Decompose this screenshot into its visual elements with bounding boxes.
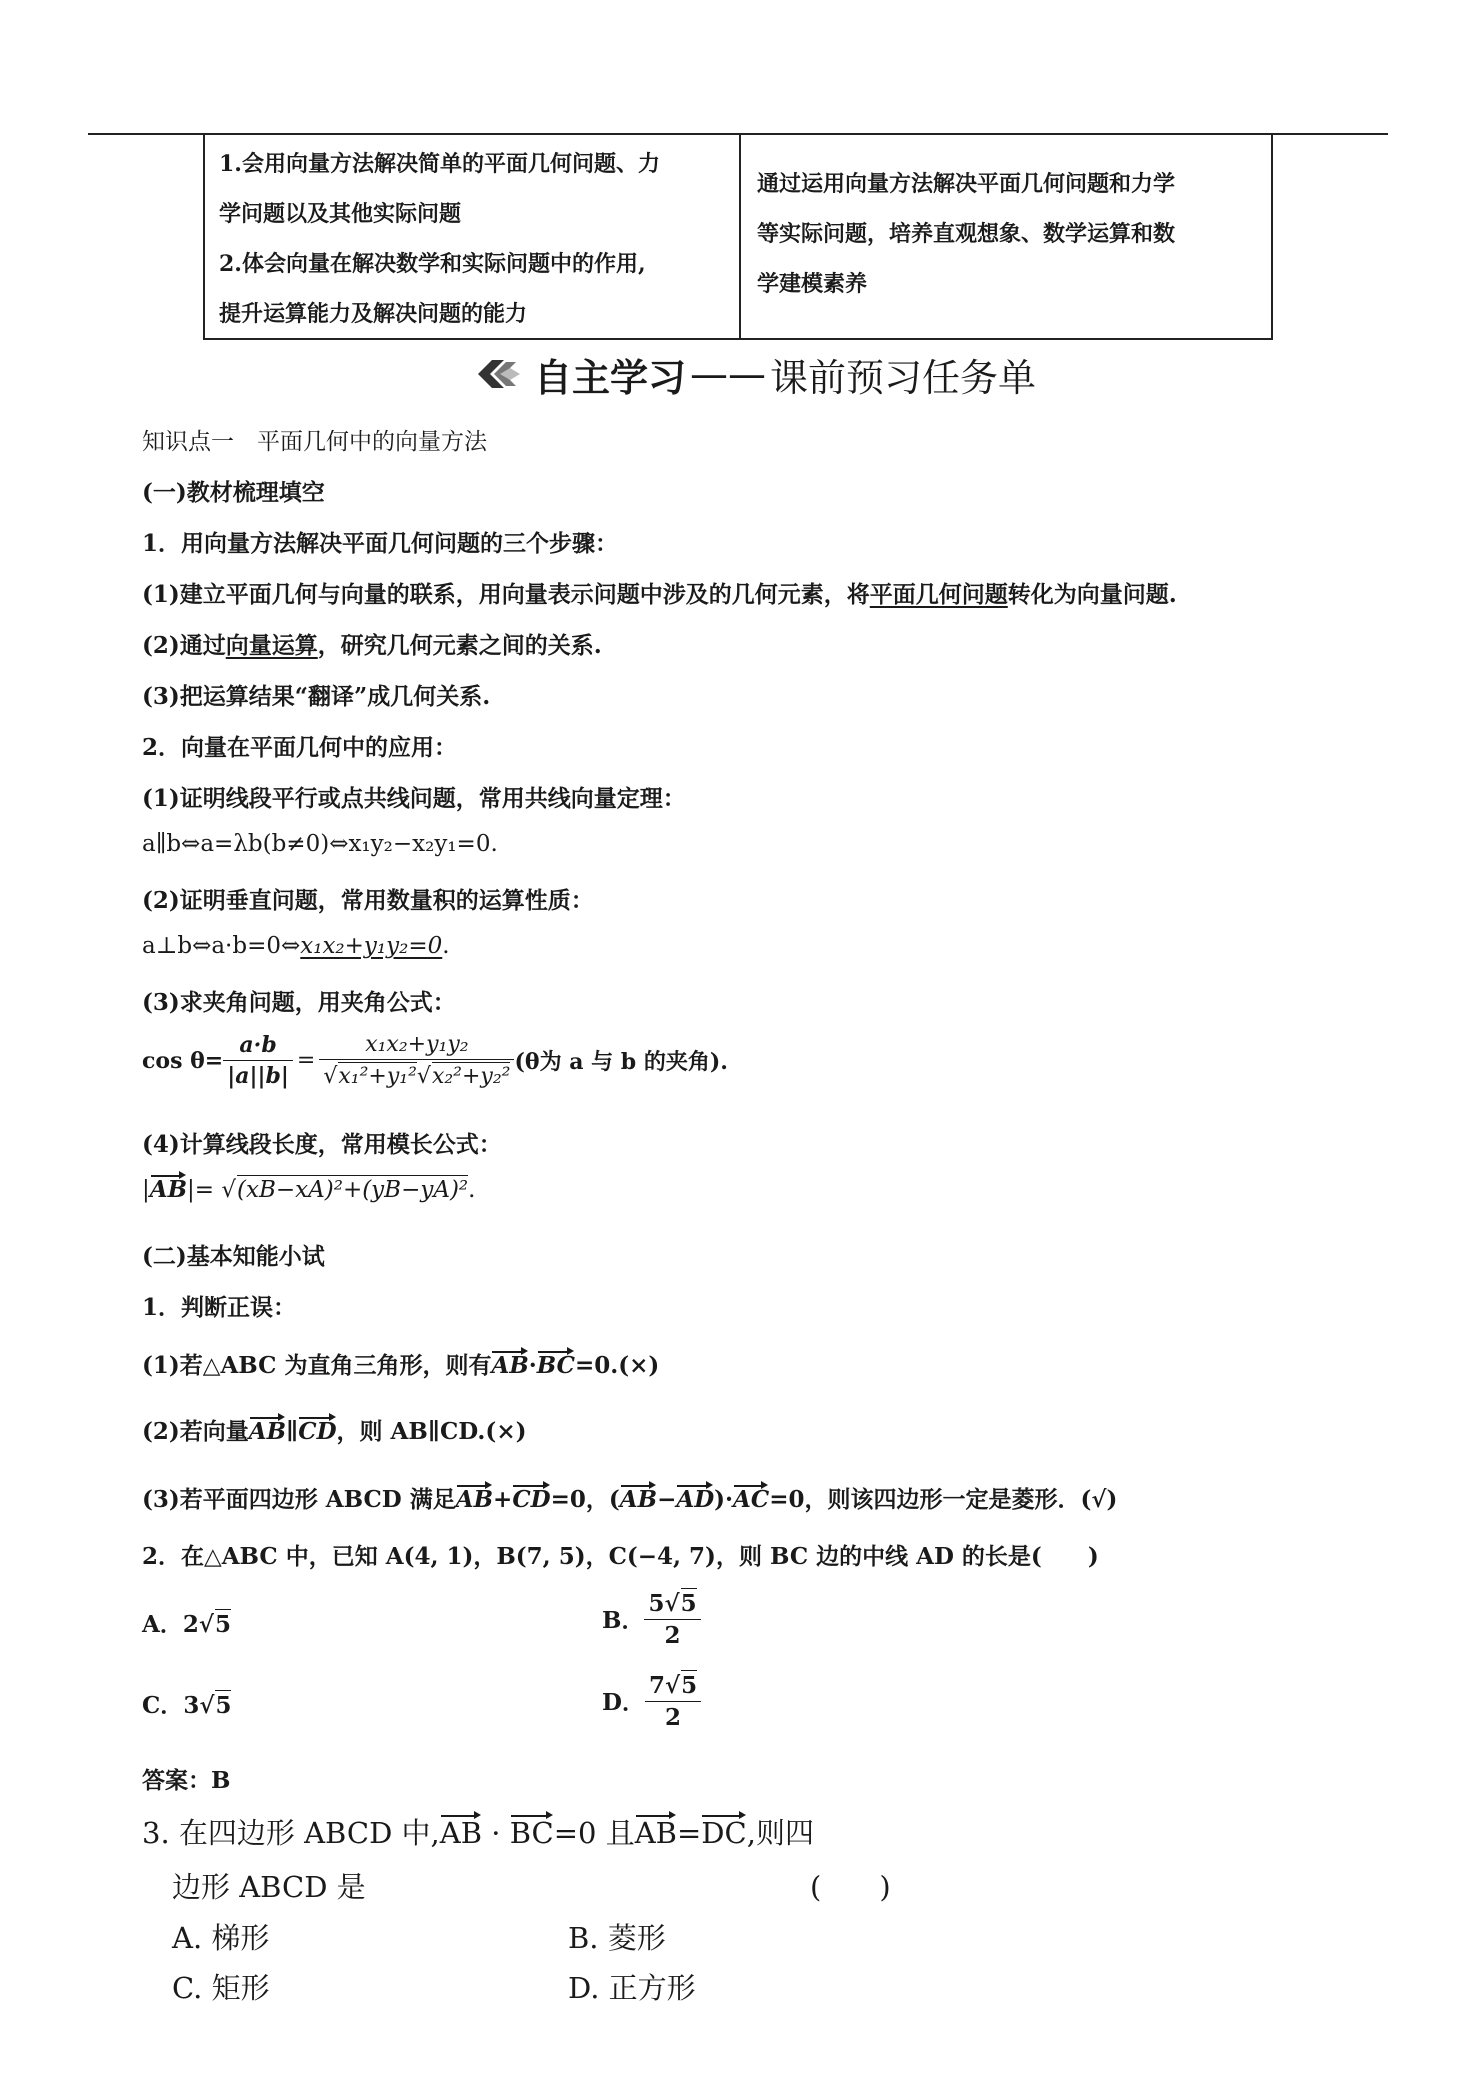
formula-modulus: |AB|= √(xB−xA)²+(yB−yA)². xyxy=(142,1170,475,1203)
fraction-numerator: a·b xyxy=(223,1032,293,1061)
subsection-title: (二)基本知能小试 xyxy=(142,1243,325,1270)
text-run: = xyxy=(676,1816,702,1850)
vector-symbol: AB xyxy=(456,1480,493,1513)
paragraph: (4)计算线段长度，常用模长公式： xyxy=(142,1131,502,1158)
objective-line: 提升运算能力及解决问题的能力 xyxy=(219,301,528,327)
option-a: A．2√5 xyxy=(142,1611,232,1638)
paragraph: (3)把运算结果“翻译”成几何关系. xyxy=(142,683,491,710)
formula-collinear: a∥b⇔a=λb(b≠0)⇔x₁y₂−x₂y₁=0. xyxy=(142,831,498,857)
radicand: (xB−xA)²+(yB−yA)² xyxy=(237,1177,469,1203)
question-title: 1．判断正误： xyxy=(142,1294,297,1321)
option-label: A． xyxy=(142,1611,183,1638)
paragraph: (2)证明垂直问题，常用数量积的运算性质： xyxy=(142,887,594,914)
equals-sign: = xyxy=(296,1048,316,1073)
text-run: ,则四 xyxy=(746,1816,814,1850)
objectives-table xyxy=(203,135,1273,340)
paragraph: 2．向量在平面几何中的应用： xyxy=(142,734,458,761)
option-b xyxy=(602,1588,701,1649)
section-title-dash: —— xyxy=(690,352,767,396)
text-run: (2)通过 xyxy=(142,632,226,659)
section-heading xyxy=(470,346,1036,402)
text-run: 7 xyxy=(648,1672,665,1699)
paragraph xyxy=(142,576,1177,609)
answer-paren: ( ) xyxy=(810,1870,891,1904)
formula-note: (θ为 a 与 b 的夹角). xyxy=(514,1049,728,1075)
vector-symbol: BC xyxy=(537,1346,575,1379)
text-run: 2 xyxy=(182,1611,199,1638)
text-run: ，则 AB∥CD.(×) xyxy=(336,1418,527,1445)
subsection-title: (一)教材梳理填空 xyxy=(142,479,325,506)
text-run: − xyxy=(657,1486,677,1513)
vector-symbol: BC xyxy=(510,1810,554,1850)
judge-item xyxy=(142,1480,1117,1514)
section-title-bold: 自主学习 xyxy=(534,355,687,400)
text-run: · xyxy=(528,1352,537,1379)
vector-symbol: AC xyxy=(733,1480,769,1513)
text-run: )· xyxy=(714,1486,734,1513)
question-3-line2: 边形 ABCD 是 xyxy=(172,1870,366,1904)
answer: 答案：B xyxy=(142,1767,231,1794)
radicand: 5 xyxy=(215,1692,232,1719)
literacy-line: 等实际问题，培养直观想象、数学运算和数 xyxy=(757,221,1176,247)
objectives-right-cell xyxy=(757,159,1257,309)
fraction-numerator: 5√5 xyxy=(644,1588,700,1620)
q3-option-b: B. 菱形 xyxy=(568,1921,666,1955)
vector-symbol: DC xyxy=(701,1810,746,1850)
text-run: a⊥b⇔a·b=0⇔ xyxy=(142,933,301,959)
radicand: 5 xyxy=(681,1672,698,1699)
vector-symbol: AD xyxy=(676,1480,714,1513)
vector-symbol: CD xyxy=(512,1480,550,1513)
objective-line: 学问题以及其他实际问题 xyxy=(219,201,462,227)
text-run: · xyxy=(482,1816,510,1850)
vector-symbol: AB xyxy=(620,1480,657,1513)
fraction xyxy=(223,1032,293,1089)
formula-lhs: cos θ= xyxy=(142,1047,224,1074)
section-title-light: 课前预习任务单 xyxy=(770,355,1037,400)
text-run: 3 xyxy=(183,1692,200,1719)
text-run: . xyxy=(468,1177,476,1203)
text-run: . xyxy=(442,933,450,959)
formula-perpendicular xyxy=(142,933,450,959)
paragraph: (1)证明线段平行或点共线问题，常用共线向量定理： xyxy=(142,785,686,812)
text-run: ∥ xyxy=(286,1418,299,1445)
text-run: |= xyxy=(187,1177,215,1203)
text-run: (2)若向量 xyxy=(142,1418,249,1445)
literacy-line: 通过运用向量方法解决平面几何问题和力学 xyxy=(757,171,1176,197)
text-run: 3. 在四边形 ABCD 中, xyxy=(142,1816,440,1850)
vector-symbol: AB xyxy=(440,1810,482,1850)
fraction xyxy=(644,1588,700,1649)
question-3-line1 xyxy=(142,1810,814,1852)
option-label: C． xyxy=(142,1692,184,1719)
option-d xyxy=(602,1670,701,1731)
fraction-numerator: 7√5 xyxy=(645,1670,701,1702)
paragraph: 1．用向量方法解决平面几何问题的三个步骤： xyxy=(142,530,619,557)
judge-item xyxy=(142,1412,526,1446)
table-divider xyxy=(739,135,741,338)
literacy-line: 学建模素养 xyxy=(757,271,868,297)
option-label: B． xyxy=(602,1607,645,1634)
formula-angle xyxy=(142,1032,728,1089)
fraction-denominator: |a||b| xyxy=(227,1063,289,1089)
fraction xyxy=(319,1032,514,1089)
fraction-denominator: 2 xyxy=(665,1704,682,1731)
judge-item xyxy=(142,1346,659,1380)
radicand: 5 xyxy=(680,1590,697,1617)
vector-symbol: AB xyxy=(635,1810,677,1850)
text-run: (3)若平面四边形 ABCD 满足 xyxy=(142,1486,456,1513)
text-run: =0.(×) xyxy=(574,1352,660,1379)
fraction-denominator: √x₁²+y₁²√x₂²+y₂² xyxy=(323,1064,511,1089)
knowledge-heading: 知识点一 平面几何中的向量方法 xyxy=(142,429,487,455)
paragraph: (3)求夹角问题，用夹角公式： xyxy=(142,989,456,1016)
objective-line: 1.会用向量方法解决简单的平面几何问题、力 xyxy=(219,151,660,177)
text-run: (1)若△ABC 为直角三角形，则有 xyxy=(142,1352,492,1379)
text-run: =0，则该四边形一定是菱形．(√) xyxy=(769,1486,1118,1513)
fraction-denominator: 2 xyxy=(664,1622,681,1649)
text-run: + xyxy=(493,1486,513,1513)
paragraph xyxy=(142,627,602,660)
text-run: =0，( xyxy=(550,1486,620,1513)
fill-in-answer: x₁x₂+y₁y₂=0 xyxy=(300,933,443,959)
vector-symbol: AB xyxy=(491,1346,528,1379)
text-run: =0 且 xyxy=(553,1816,635,1850)
q3-option-a: A. 梯形 xyxy=(172,1921,270,1955)
vector-symbol: AB xyxy=(249,1412,286,1445)
radicand: x₁²+y₁² xyxy=(338,1064,417,1089)
fraction-numerator: x₁x₂+y₁y₂ xyxy=(319,1032,514,1060)
objectives-left-cell xyxy=(219,139,729,339)
radicand: 5 xyxy=(215,1611,232,1638)
q3-option-d: D. 正方形 xyxy=(568,1971,696,2005)
radicand: x₂²+y₂² xyxy=(431,1064,511,1089)
section-logo-icon xyxy=(470,354,524,394)
option-label: D． xyxy=(602,1689,645,1716)
q3-option-c: C. 矩形 xyxy=(172,1971,270,2005)
option-c: C．3√5 xyxy=(142,1692,232,1719)
text-run: 5 xyxy=(648,1590,665,1617)
fraction xyxy=(645,1670,701,1731)
text-run: 转化为向量问题. xyxy=(1007,581,1177,608)
vector-symbol: AB xyxy=(150,1170,187,1203)
text-run: ，研究几何元素之间的关系. xyxy=(317,632,602,659)
question-title: 2．在△ABC 中，已知 A(4, 1)，B(7, 5)，C(−4, 7)，则 BC 边的中线 AD 的长是( ) xyxy=(142,1543,1099,1570)
objective-line: 2.体会向量在解决数学和实际问题中的作用, xyxy=(219,251,646,277)
fill-in-answer: 平面几何问题 xyxy=(869,581,1008,608)
fill-in-answer: 向量运算 xyxy=(225,632,318,659)
text-run: (1)建立平面几何与向量的联系，用向量表示问题中涉及的几何元素，将 xyxy=(142,581,870,608)
vector-symbol: CD xyxy=(298,1412,336,1445)
